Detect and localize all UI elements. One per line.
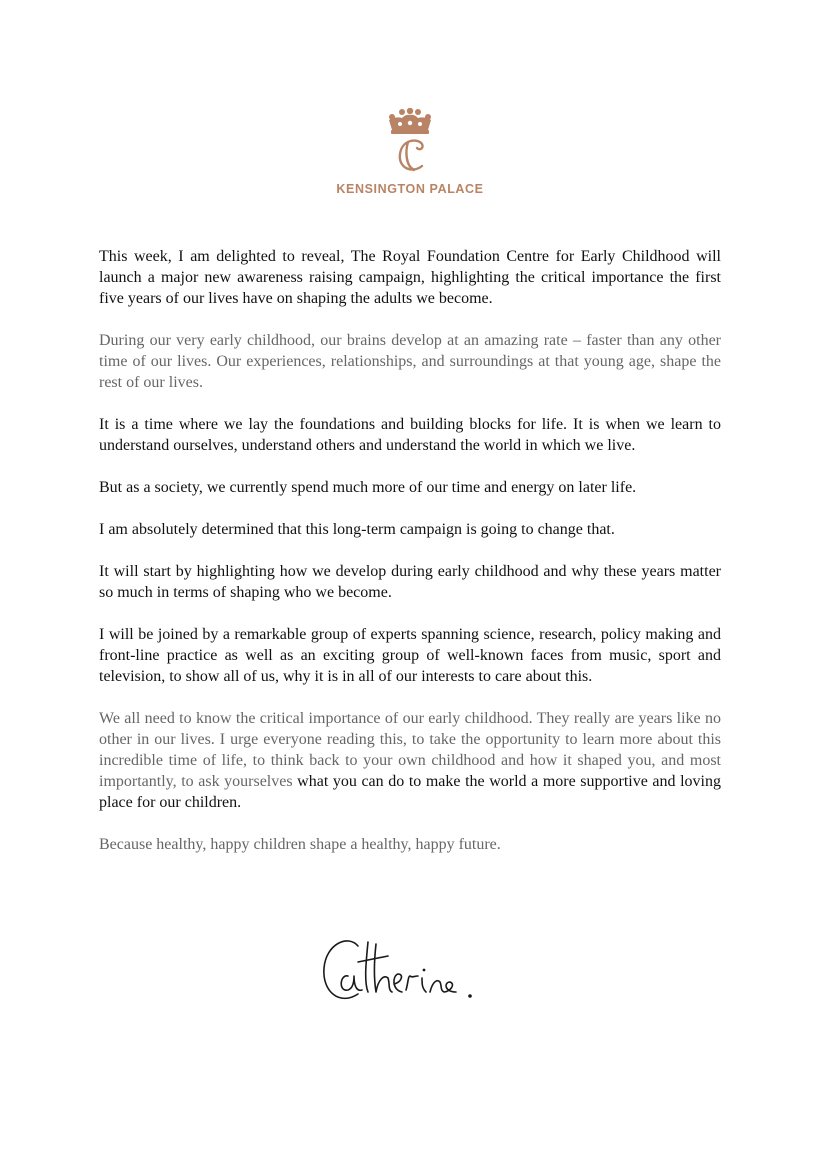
paragraph-8-dark: what you can do to make the world a more supportive and loving place for our children. (99, 773, 721, 811)
letterhead-title: KENSINGTON PALACE (336, 182, 484, 196)
paragraph-6: It will start by highlighting how we develop during early childhood and why these years matter so much in terms of shaping who we become. (99, 563, 721, 601)
paragraph-3: It is a time where we lay the foundations and building blocks for life. It is when we learn to understand ourselves, understand others and understand the world in which we live. (99, 416, 721, 454)
paragraph-7: I will be joined by a remarkable group of experts spanning science, research, policy making and front-line practice as well as an exciting group of well-known faces from music, sport and television, to show all of us, why it is in all of our interests to care about this. (99, 626, 721, 685)
paragraph-8-grey: We all need to know the critical importance of our early childhood. They really are years like no other in our lives. I urge everyone reading this, to take the opportunity to learn more about this incredible time of life, to think back to your own childhood and how it shaped you, and most importantly, to ask yourselves (99, 710, 721, 790)
paragraph-4: But as a society, we currently spend much more of our time and energy on later life. (99, 479, 637, 496)
handwritten-signature-icon (318, 932, 503, 1012)
paragraph-2: During our very early childhood, our brains develop at an amazing rate – faster than any other time of our lives. Our experiences, relationships, and surroundings at that young age, shape the rest of our lives. (99, 332, 721, 391)
paragraph-5: I am absolutely determined that this long-term campaign is going to change that. (99, 521, 615, 538)
letter-body (99, 246, 721, 876)
paragraph-1: This week, I am delighted to reveal, The Royal Foundation Centre for Early Childhood will launch a major new awareness raising campaign, highlighting the critical importance the first five years of our lives have on shaping the adults we become. (99, 248, 721, 307)
paragraph-9: Because healthy, happy children shape a healthy, happy future. (99, 836, 501, 853)
paragraph-8 (99, 708, 721, 813)
crown-monogram-icon (378, 108, 442, 176)
